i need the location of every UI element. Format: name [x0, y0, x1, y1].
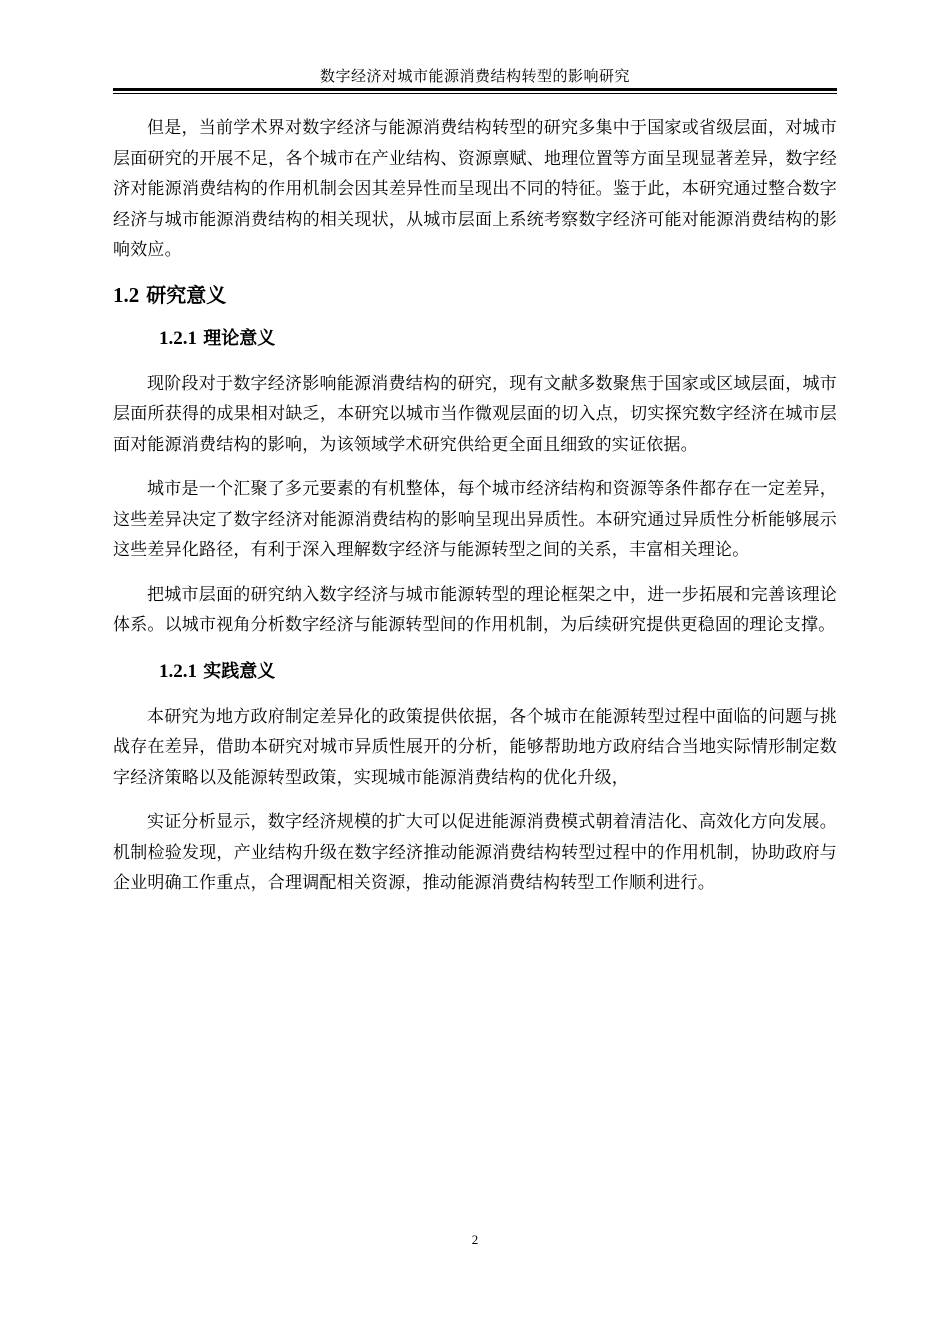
- paragraph-practice-2: 实证分析显示，数字经济规模的扩大可以促进能源消费模式朝着清洁化、高效化方向发展。机制检验发现，产业结构升级在数字经济推动能源消费结构转型过程中的作用机制，协助政府与企业明确工作重点，合理调配相关资源，推动能源消费结构转型工作顺利进行。: [113, 812, 837, 893]
- paragraph-practice-1: 本研究为地方政府制定差异化的政策提供依据，各个城市在能源转型过程中面临的问题与挑战存在差异，借助本研究对城市异质性展开的分析，能够帮助地方政府结合当地实际情形制定数字经济策略以及能源转型政策，实现城市能源消费结构的优化升级，: [113, 706, 837, 788]
- subsection-heading-theory: [113, 324, 837, 354]
- header-rule-thin: [113, 93, 837, 94]
- paragraph-theory-1: 现阶段对于数字经济影响能源消费结构的研究，现有文献多数聚焦于国家或区域层面，城市层面所获得的成果相对缺乏，本研究以城市当作微观层面的切入点，切实探究数字经济在城市层面对能源消费结构的影响，为该领域学术研究供给更全面且细致的实证依据。: [113, 373, 837, 455]
- paragraph-theory-3: 把城市层面的研究纳入数字经济与城市能源转型的理论框架之中，进一步拓展和完善该理论体系。以城市视角分析数字经济与能源转型间的作用机制，为后续研究提供更稳固的理论支撑。: [113, 584, 837, 635]
- running-header-title: 数字经济对城市能源消费结构转型的影响研究: [319, 67, 630, 85]
- subsection-number: 1.2.1: [159, 660, 197, 682]
- subsection-heading-practice: [113, 657, 837, 687]
- subsection-title: 实践意义: [203, 660, 276, 682]
- paragraph-theory-2: 城市是一个汇聚了多元要素的有机整体，每个城市经济结构和资源等条件都存在一定差异，这些差异决定了数字经济对能源消费结构的影响呈现出异质性。本研究通过异质性分析能够展示这些差异化路径，有利于深入理解数字经济与能源转型之间的关系，丰富相关理论。: [113, 479, 837, 560]
- page-body: [113, 113, 837, 899]
- subsection-number: 1.2.1: [159, 327, 197, 349]
- section-heading-1-2: [113, 280, 837, 310]
- paragraph-intro: 但是，当前学术界对数字经济与能源消费结构转型的研究多集中于国家或省级层面，对城市层面研究的开展不足，各个城市在产业结构、资源禀赋、地理位置等方面呈现显著差异，数字经济对能源消费结构的作用机制会因其差异性而呈现出不同的特征。鉴于此，本研究通过整合数字经济与城市能源消费结构的相关现状，从城市层面上系统考察数字经济可能对能源消费结构的影响效应。: [113, 118, 837, 260]
- page-number: 2: [471, 1232, 479, 1247]
- section-number: 1.2: [113, 282, 140, 307]
- section-title: 研究意义: [146, 282, 227, 307]
- subsection-title: 理论意义: [203, 327, 276, 349]
- header-rule-thick: [113, 88, 837, 91]
